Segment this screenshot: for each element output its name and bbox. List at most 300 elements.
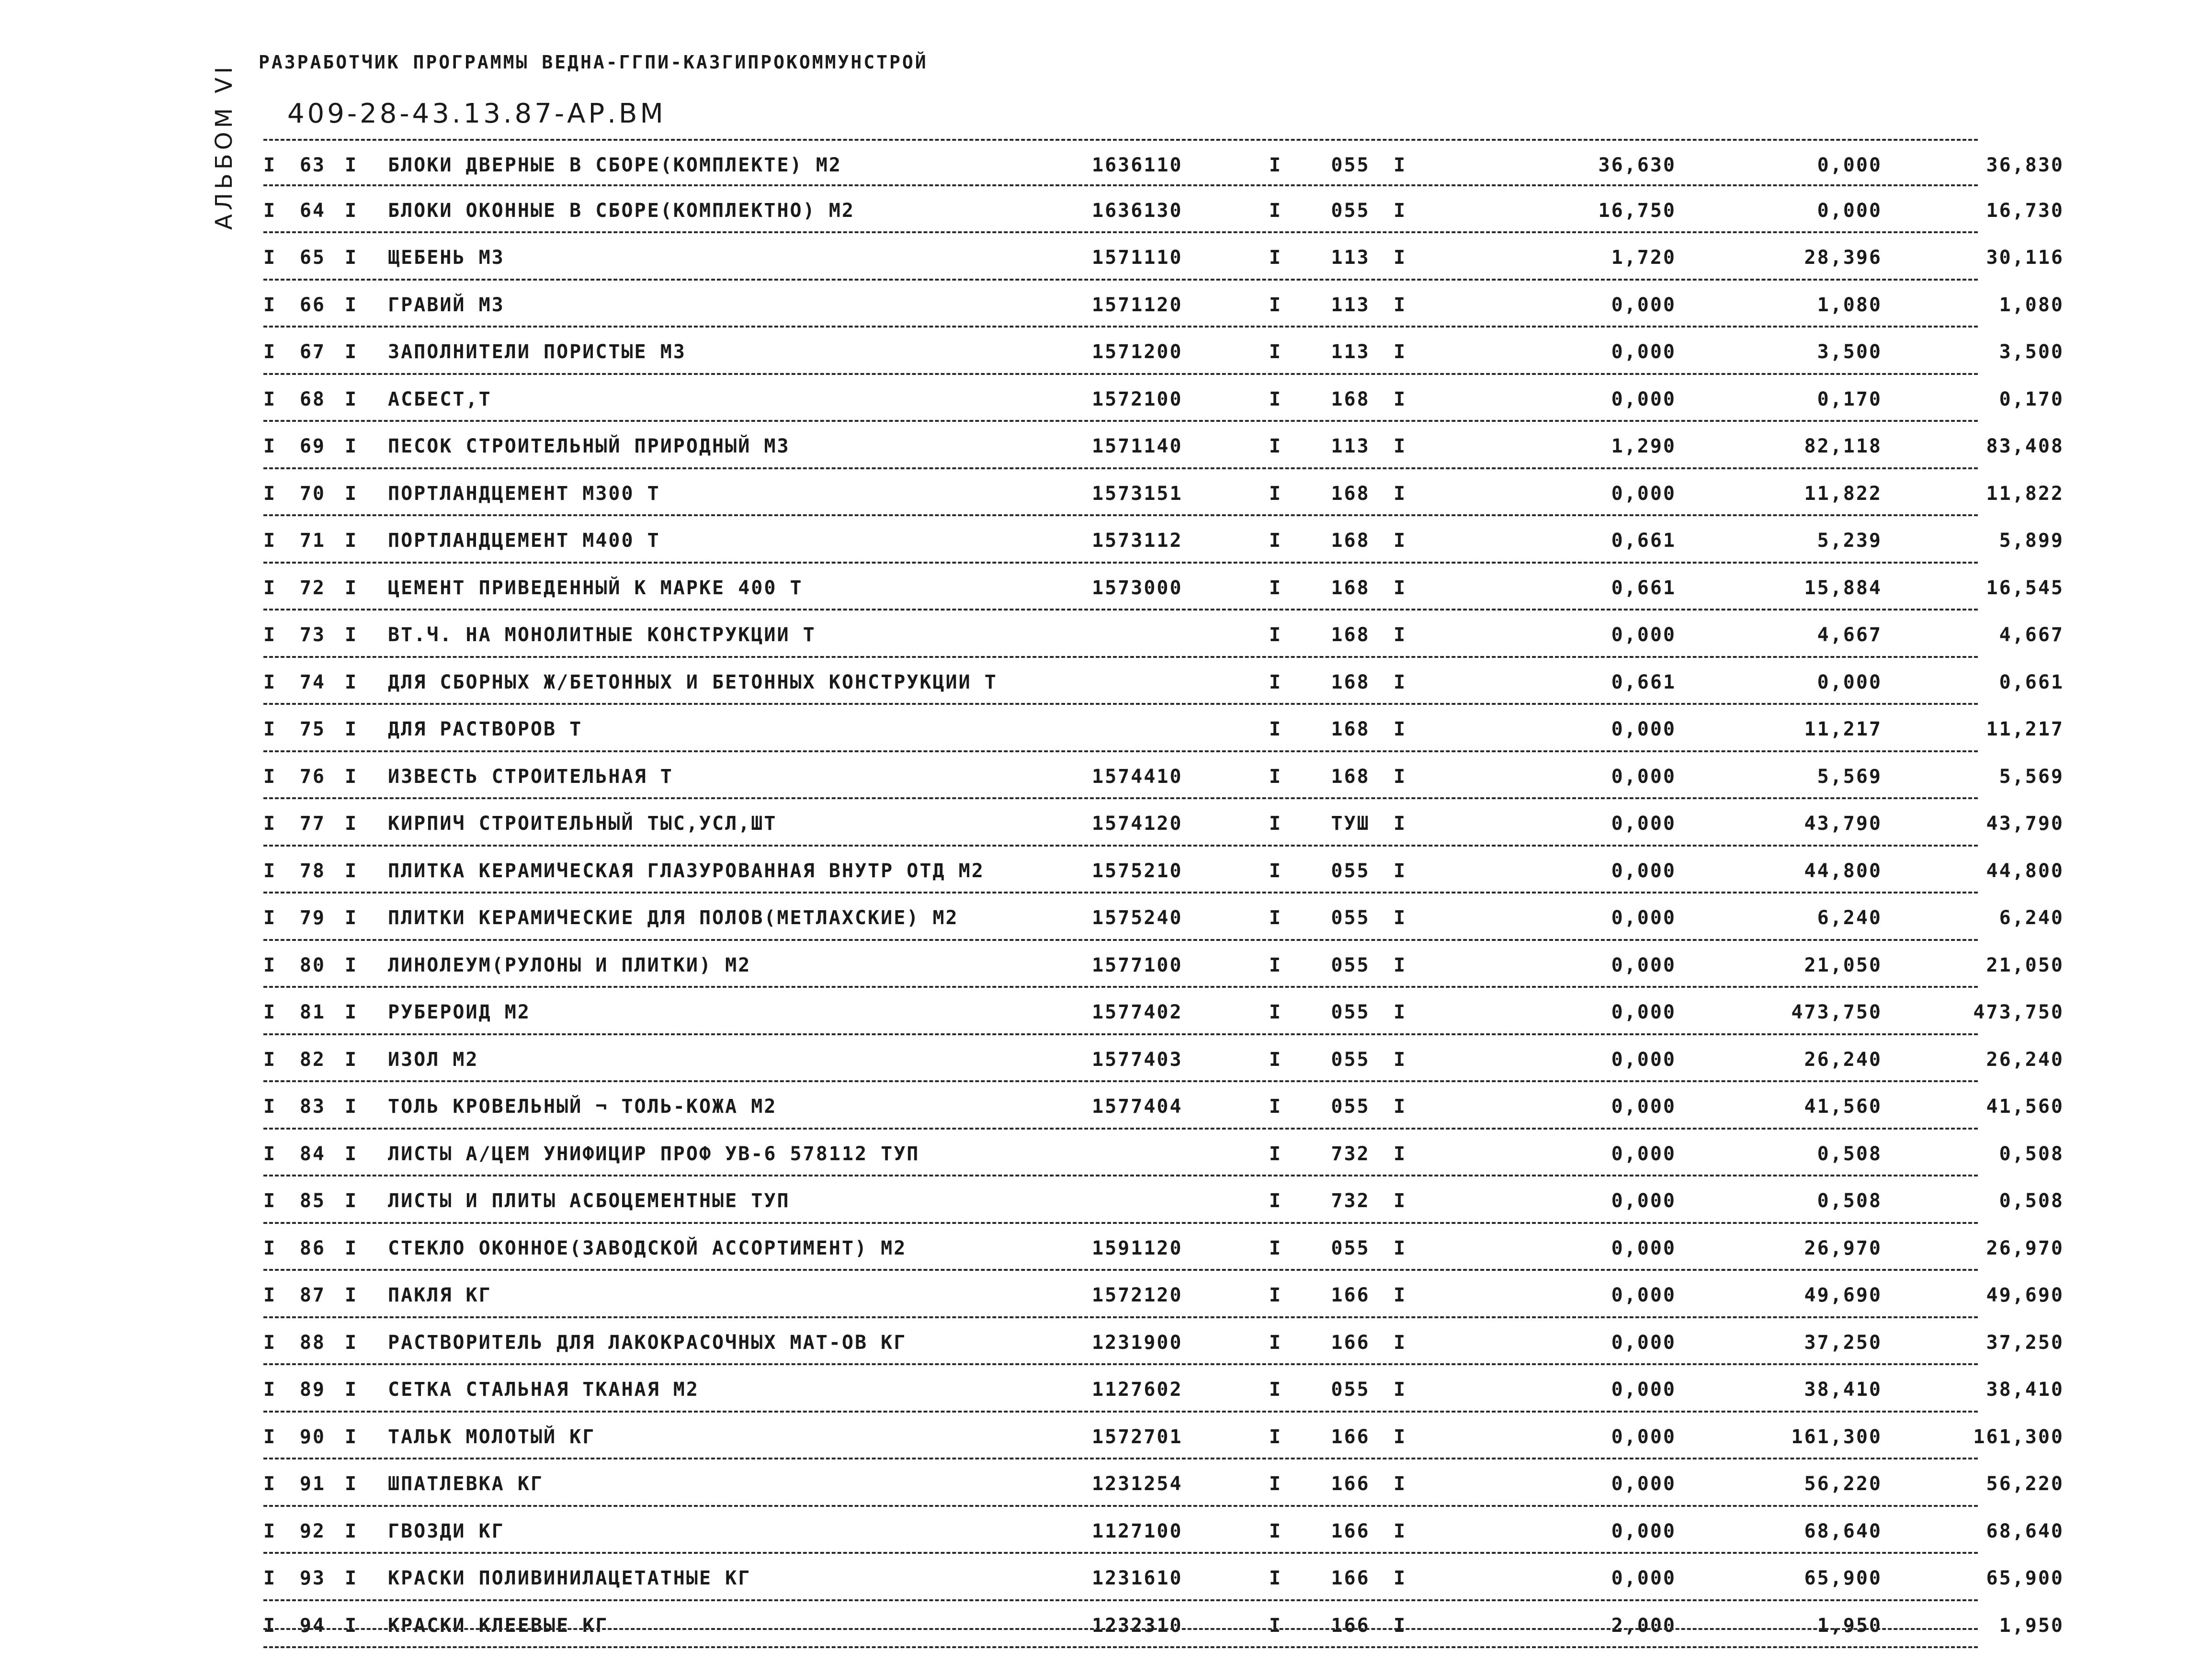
row-separator: I — [1394, 435, 1407, 457]
material-code: 1571120 — [1092, 294, 1183, 316]
value-1: 0,000 — [1611, 341, 1676, 363]
value-3: 161,300 — [1973, 1425, 2064, 1448]
album-label: АЛЬБОМ VI — [211, 63, 238, 230]
row-separator: I — [263, 199, 277, 222]
row-separator: I — [345, 1142, 358, 1165]
row-number: 85 — [299, 1190, 326, 1212]
row-number: 91 — [299, 1473, 326, 1495]
row-separator: I — [1394, 1237, 1407, 1259]
value-1: 0,661 — [1611, 671, 1676, 693]
value-2: 11,822 — [1804, 482, 1882, 505]
value-2: 0,000 — [1817, 671, 1882, 693]
row-separator: I — [1394, 813, 1407, 835]
value-2: 41,560 — [1804, 1096, 1882, 1118]
value-3: 68,640 — [1986, 1520, 2064, 1542]
value-3: 0,170 — [1999, 388, 2064, 410]
table-row — [263, 516, 2064, 564]
value-3: 49,690 — [1986, 1284, 2064, 1306]
value-2: 1,950 — [1817, 1614, 1882, 1637]
value-2: 0,170 — [1817, 388, 1882, 410]
materials-table — [263, 139, 2064, 1648]
unit-code: 055 — [1331, 860, 1370, 882]
row-separator: I — [1394, 671, 1407, 693]
table-bottom-rule — [263, 1628, 1978, 1630]
row-separator: I — [263, 294, 277, 316]
row-separator: I — [1269, 1048, 1282, 1071]
row-separator: I — [1394, 199, 1407, 222]
row-separator: I — [263, 1473, 277, 1495]
row-separator: I — [263, 530, 277, 552]
value-1: 0,661 — [1611, 577, 1676, 599]
row-number: 79 — [299, 907, 326, 929]
row-separator: I — [1394, 765, 1407, 788]
row-number: 70 — [299, 482, 326, 505]
value-3: 3,500 — [1999, 341, 2064, 363]
row-separator: I — [345, 1284, 358, 1306]
value-1: 1,290 — [1611, 435, 1676, 457]
row-separator: I — [345, 1520, 358, 1542]
material-name: ГВОЗДИ КГ — [388, 1520, 505, 1542]
value-3: 4,667 — [1999, 624, 2064, 646]
material-code: 1231900 — [1092, 1331, 1183, 1354]
row-separator: I — [1269, 671, 1282, 693]
value-2: 82,118 — [1804, 435, 1882, 457]
value-3: 44,800 — [1986, 860, 2064, 882]
value-2: 49,690 — [1804, 1284, 1882, 1306]
row-separator: I — [263, 1001, 277, 1023]
row-number: 90 — [299, 1425, 326, 1448]
row-separator: I — [263, 718, 277, 740]
unit-code: 055 — [1331, 954, 1370, 976]
table-row — [263, 281, 2064, 328]
value-3: 1,080 — [1999, 294, 2064, 316]
row-separator: I — [1269, 1614, 1282, 1637]
unit-code: ТУШ — [1331, 813, 1370, 835]
value-3: 0,508 — [1999, 1190, 2064, 1212]
unit-code: 055 — [1331, 907, 1370, 929]
row-number: 69 — [299, 435, 326, 457]
material-name: КРАСКИ ПОЛИВИНИЛАЦЕТАТНЫЕ КГ — [388, 1567, 751, 1589]
row-separator: I — [1269, 530, 1282, 552]
value-1: 0,000 — [1611, 1425, 1676, 1448]
row-number: 81 — [299, 1001, 326, 1023]
material-name: ЛИСТЫ И ПЛИТЫ АСБОЦЕМЕНТНЫЕ ТУП — [388, 1190, 790, 1212]
value-3: 5,899 — [1999, 530, 2064, 552]
row-separator: I — [1394, 1379, 1407, 1401]
value-2: 28,396 — [1804, 247, 1882, 269]
row-number: 78 — [299, 860, 326, 882]
row-separator: I — [1269, 765, 1282, 788]
row-separator: I — [1269, 954, 1282, 976]
row-separator: I — [345, 765, 358, 788]
unit-code: 055 — [1331, 1048, 1370, 1071]
table-row — [263, 1224, 2064, 1271]
row-separator: I — [263, 1190, 277, 1212]
row-separator: I — [345, 671, 358, 693]
row-separator: I — [345, 1001, 358, 1023]
material-code: 1571140 — [1092, 435, 1183, 457]
value-2: 0,508 — [1817, 1190, 1882, 1212]
unit-code: 166 — [1331, 1567, 1370, 1589]
row-separator: I — [1269, 1284, 1282, 1306]
value-1: 36,630 — [1598, 154, 1676, 176]
material-code: 1636110 — [1092, 154, 1183, 176]
material-code: 1572100 — [1092, 388, 1183, 410]
unit-code: 168 — [1331, 530, 1370, 552]
row-separator: I — [1269, 199, 1282, 222]
material-name: БЛОКИ ОКОННЫЕ В СБОРЕ(КОМПЛЕКТНО) М2 — [388, 199, 855, 222]
table-row — [263, 988, 2064, 1035]
value-1: 0,000 — [1611, 1567, 1676, 1589]
row-number: 68 — [299, 388, 326, 410]
row-separator: I — [345, 718, 358, 740]
material-name: ПОРТЛАНДЦЕМЕНТ М400 Т — [388, 530, 660, 552]
row-separator: I — [263, 247, 277, 269]
unit-code: 168 — [1331, 482, 1370, 505]
value-3: 1,950 — [1999, 1614, 2064, 1637]
row-number: 83 — [299, 1096, 326, 1118]
value-3: 21,050 — [1986, 954, 2064, 976]
row-separator: I — [1269, 435, 1282, 457]
material-code: 1636130 — [1092, 199, 1183, 222]
table-row — [263, 1365, 2064, 1413]
table-row — [263, 1601, 2064, 1649]
value-2: 15,884 — [1804, 577, 1882, 599]
value-2: 5,569 — [1817, 765, 1882, 788]
table-row — [263, 799, 2064, 847]
material-code: 1577100 — [1092, 954, 1183, 976]
row-number: 66 — [299, 294, 326, 316]
row-separator: I — [1269, 247, 1282, 269]
material-code: 1573151 — [1092, 482, 1183, 505]
material-name: ДЛЯ РАСТВОРОВ Т — [388, 718, 583, 740]
value-1: 0,000 — [1611, 482, 1676, 505]
table-row — [263, 186, 2064, 234]
row-separator: I — [345, 1048, 358, 1071]
unit-code: 732 — [1331, 1142, 1370, 1165]
row-separator: I — [1394, 1142, 1407, 1165]
row-separator: I — [263, 1142, 277, 1165]
material-name: ПЕСОК СТРОИТЕЛЬНЫЙ ПРИРОДНЫЙ М3 — [388, 435, 790, 457]
row-number: 74 — [299, 671, 326, 693]
material-code: 1574120 — [1092, 813, 1183, 835]
table-row — [263, 752, 2064, 800]
row-separator: I — [1394, 1190, 1407, 1212]
unit-code: 166 — [1331, 1425, 1370, 1448]
row-number: 89 — [299, 1379, 326, 1401]
value-1: 0,000 — [1611, 1284, 1676, 1306]
value-3: 65,900 — [1986, 1567, 2064, 1589]
material-code: 1591120 — [1092, 1237, 1183, 1259]
table-row — [263, 139, 2064, 186]
unit-code: 055 — [1331, 1001, 1370, 1023]
material-name: КРАСКИ КЛЕЕВЫЕ КГ — [388, 1614, 609, 1637]
row-separator: I — [345, 199, 358, 222]
row-separator: I — [263, 154, 277, 176]
table-row — [263, 1459, 2064, 1507]
row-separator: I — [345, 1237, 358, 1259]
row-separator: I — [1269, 1331, 1282, 1354]
value-2: 3,500 — [1817, 341, 1882, 363]
material-code: 1573000 — [1092, 577, 1183, 599]
table-row — [263, 469, 2064, 517]
material-code: 1572120 — [1092, 1284, 1183, 1306]
material-name: БЛОКИ ДВЕРНЫЕ В СБОРЕ(КОМПЛЕКТЕ) М2 — [388, 154, 842, 176]
row-number: 82 — [299, 1048, 326, 1071]
material-name: АСБЕСТ,Т — [388, 388, 492, 410]
unit-code: 166 — [1331, 1614, 1370, 1637]
value-2: 11,217 — [1804, 718, 1882, 740]
row-separator: I — [1269, 860, 1282, 882]
row-separator: I — [1269, 341, 1282, 363]
row-separator: I — [345, 1096, 358, 1118]
unit-code: 113 — [1331, 294, 1370, 316]
value-3: 11,217 — [1986, 718, 2064, 740]
table-row — [263, 1176, 2064, 1224]
row-separator: I — [263, 1520, 277, 1542]
row-number: 80 — [299, 954, 326, 976]
value-1: 0,000 — [1611, 718, 1676, 740]
material-code: 1231254 — [1092, 1473, 1183, 1495]
value-1: 0,000 — [1611, 813, 1676, 835]
unit-code: 166 — [1331, 1331, 1370, 1354]
unit-code: 732 — [1331, 1190, 1370, 1212]
unit-code: 055 — [1331, 1237, 1370, 1259]
value-1: 0,000 — [1611, 907, 1676, 929]
row-separator: I — [1269, 1567, 1282, 1589]
row-separator: I — [1394, 577, 1407, 599]
row-separator: I — [345, 247, 358, 269]
unit-code: 166 — [1331, 1520, 1370, 1542]
row-separator: I — [1394, 718, 1407, 740]
row-separator: I — [263, 1425, 277, 1448]
table-row — [263, 375, 2064, 422]
material-name: ГРАВИЙ М3 — [388, 294, 505, 316]
table-row — [263, 564, 2064, 611]
row-number: 93 — [299, 1567, 326, 1589]
unit-code: 166 — [1331, 1473, 1370, 1495]
row-separator: I — [1394, 1473, 1407, 1495]
row-separator: I — [1269, 1142, 1282, 1165]
row-separator: I — [1269, 1520, 1282, 1542]
value-1: 0,000 — [1611, 860, 1676, 882]
row-separator: I — [345, 624, 358, 646]
row-separator: I — [345, 530, 358, 552]
table-row — [263, 1318, 2064, 1366]
table-row — [263, 1035, 2064, 1083]
row-number: 63 — [299, 154, 326, 176]
row-separator: I — [1269, 1190, 1282, 1212]
row-separator: I — [263, 765, 277, 788]
row-separator: I — [1269, 813, 1282, 835]
row-separator: I — [1269, 718, 1282, 740]
row-separator: I — [345, 388, 358, 410]
row-number: 87 — [299, 1284, 326, 1306]
row-separator: I — [1394, 624, 1407, 646]
unit-code: 113 — [1331, 247, 1370, 269]
value-2: 38,410 — [1804, 1379, 1882, 1401]
row-separator: I — [263, 435, 277, 457]
row-separator: I — [345, 1379, 358, 1401]
row-separator: I — [345, 813, 358, 835]
row-separator: I — [263, 1567, 277, 1589]
value-2: 68,640 — [1804, 1520, 1882, 1542]
value-1: 0,000 — [1611, 388, 1676, 410]
material-name: ЗАПОЛНИТЕЛИ ПОРИСТЫЕ М3 — [388, 341, 686, 363]
row-separator: I — [1394, 1096, 1407, 1118]
value-3: 56,220 — [1986, 1473, 2064, 1495]
value-1: 0,000 — [1611, 1190, 1676, 1212]
row-separator: I — [1394, 154, 1407, 176]
row-separator: I — [1269, 624, 1282, 646]
row-separator: I — [1394, 1001, 1407, 1023]
material-code: 1577403 — [1092, 1048, 1183, 1071]
value-2: 0,000 — [1817, 154, 1882, 176]
value-3: 30,116 — [1986, 247, 2064, 269]
value-3: 36,830 — [1986, 154, 2064, 176]
row-separator: I — [1394, 1048, 1407, 1071]
row-separator: I — [345, 907, 358, 929]
row-separator: I — [1269, 1096, 1282, 1118]
row-separator: I — [345, 1473, 358, 1495]
value-3: 83,408 — [1986, 435, 2064, 457]
table-row — [263, 233, 2064, 281]
value-2: 6,240 — [1817, 907, 1882, 929]
value-1: 2,000 — [1611, 1614, 1676, 1637]
value-1: 0,000 — [1611, 1237, 1676, 1259]
row-separator: I — [263, 1379, 277, 1401]
row-number: 64 — [299, 199, 326, 222]
value-1: 0,661 — [1611, 530, 1676, 552]
row-separator: I — [1394, 860, 1407, 882]
material-name: ПЛИТКА КЕРАМИЧЕСКАЯ ГЛАЗУРОВАННАЯ ВНУТР ОТД М2 — [388, 860, 985, 882]
value-3: 16,545 — [1986, 577, 2064, 599]
value-3: 26,240 — [1986, 1048, 2064, 1071]
value-1: 0,000 — [1611, 1048, 1676, 1071]
material-name: СТЕКЛО ОКОННОЕ(ЗАВОДСКОЙ АССОРТИМЕНТ) М2 — [388, 1237, 907, 1259]
value-1: 0,000 — [1611, 1379, 1676, 1401]
value-1: 0,000 — [1611, 1331, 1676, 1354]
row-number: 77 — [299, 813, 326, 835]
material-name: ЛИНОЛЕУМ(РУЛОНЫ И ПЛИТКИ) М2 — [388, 954, 751, 976]
row-number: 72 — [299, 577, 326, 599]
table-row — [263, 1413, 2064, 1460]
row-separator: I — [1269, 1473, 1282, 1495]
material-code: 1572701 — [1092, 1425, 1183, 1448]
material-name: ДЛЯ СБОРНЫХ Ж/БЕТОННЫХ И БЕТОННЫХ КОНСТРУКЦИИ Т — [388, 671, 998, 693]
material-code: 1577402 — [1092, 1001, 1183, 1023]
table-row — [263, 1130, 2064, 1177]
row-number: 88 — [299, 1331, 326, 1354]
row-separator: I — [1394, 1567, 1407, 1589]
developer-header: РАЗРАБОТЧИК ПРОГРАММЫ ВЕДНА-ГГПИ-КАЗГИПРОКОММУНСТРОЙ — [259, 52, 928, 73]
value-2: 21,050 — [1804, 954, 1882, 976]
document-code: 409-28-43.13.87-АР.ВМ — [287, 98, 666, 129]
value-3: 5,569 — [1999, 765, 2064, 788]
value-1: 0,000 — [1611, 624, 1676, 646]
row-number: 86 — [299, 1237, 326, 1259]
row-separator: I — [263, 671, 277, 693]
row-separator: I — [345, 482, 358, 505]
value-3: 6,240 — [1999, 907, 2064, 929]
row-separator: I — [1269, 154, 1282, 176]
row-number: 92 — [299, 1520, 326, 1542]
unit-code: 168 — [1331, 388, 1370, 410]
material-name: ИЗОЛ М2 — [388, 1048, 479, 1071]
value-1: 0,000 — [1611, 1473, 1676, 1495]
value-2: 0,000 — [1817, 199, 1882, 222]
row-separator: I — [1269, 388, 1282, 410]
row-separator: I — [263, 482, 277, 505]
table-row — [263, 1082, 2064, 1130]
material-code: 1575240 — [1092, 907, 1183, 929]
row-separator: I — [1394, 388, 1407, 410]
value-2: 4,667 — [1817, 624, 1882, 646]
row-separator: I — [1394, 1284, 1407, 1306]
table-row — [263, 1271, 2064, 1318]
row-separator: I — [263, 907, 277, 929]
value-2: 26,970 — [1804, 1237, 1882, 1259]
row-separator: I — [1394, 1520, 1407, 1542]
row-separator: I — [345, 341, 358, 363]
row-separator: I — [345, 1614, 358, 1637]
table-row — [263, 611, 2064, 658]
row-separator: I — [263, 388, 277, 410]
row-separator: I — [263, 624, 277, 646]
unit-code: 113 — [1331, 435, 1370, 457]
row-separator: I — [345, 1425, 358, 1448]
value-1: 0,000 — [1611, 765, 1676, 788]
material-name: РАСТВОРИТЕЛЬ ДЛЯ ЛАКОКРАСОЧНЫХ МАТ-ОВ КГ — [388, 1331, 907, 1354]
row-number: 84 — [299, 1142, 326, 1165]
value-1: 0,000 — [1611, 1096, 1676, 1118]
unit-code: 168 — [1331, 765, 1370, 788]
value-3: 0,661 — [1999, 671, 2064, 693]
material-code: 1571200 — [1092, 341, 1183, 363]
row-number: 71 — [299, 530, 326, 552]
material-name: ПЛИТКИ КЕРАМИЧЕСКИЕ ДЛЯ ПОЛОВ(МЕТЛАХСКИЕ) М2 — [388, 907, 959, 929]
value-3: 473,750 — [1973, 1001, 2064, 1023]
row-separator: I — [263, 341, 277, 363]
value-1: 0,000 — [1611, 1001, 1676, 1023]
value-3: 38,410 — [1986, 1379, 2064, 1401]
value-2: 37,250 — [1804, 1331, 1882, 1354]
row-separator: I — [1394, 530, 1407, 552]
material-code: 1127100 — [1092, 1520, 1183, 1542]
unit-code: 168 — [1331, 624, 1370, 646]
row-separator: I — [263, 1614, 277, 1637]
material-name: ЛИСТЫ А/ЦЕМ УНИФИЦИР ПРОФ УВ-6 578112 ТУП — [388, 1142, 920, 1165]
value-2: 5,239 — [1817, 530, 1882, 552]
row-separator: I — [1269, 1379, 1282, 1401]
value-1: 0,000 — [1611, 954, 1676, 976]
unit-code: 166 — [1331, 1284, 1370, 1306]
row-separator: I — [345, 577, 358, 599]
material-code: 1232310 — [1092, 1614, 1183, 1637]
material-code: 1574410 — [1092, 765, 1183, 788]
row-separator: I — [263, 1096, 277, 1118]
row-separator: I — [345, 1567, 358, 1589]
row-separator: I — [1394, 1331, 1407, 1354]
row-separator: I — [1269, 907, 1282, 929]
value-1: 0,000 — [1611, 294, 1676, 316]
row-separator: I — [1394, 907, 1407, 929]
row-separator: I — [1394, 1425, 1407, 1448]
row-separator: I — [263, 1284, 277, 1306]
unit-code: 113 — [1331, 341, 1370, 363]
row-number: 75 — [299, 718, 326, 740]
material-name: ВТ.Ч. НА МОНОЛИТНЫЕ КОНСТРУКЦИИ Т — [388, 624, 816, 646]
